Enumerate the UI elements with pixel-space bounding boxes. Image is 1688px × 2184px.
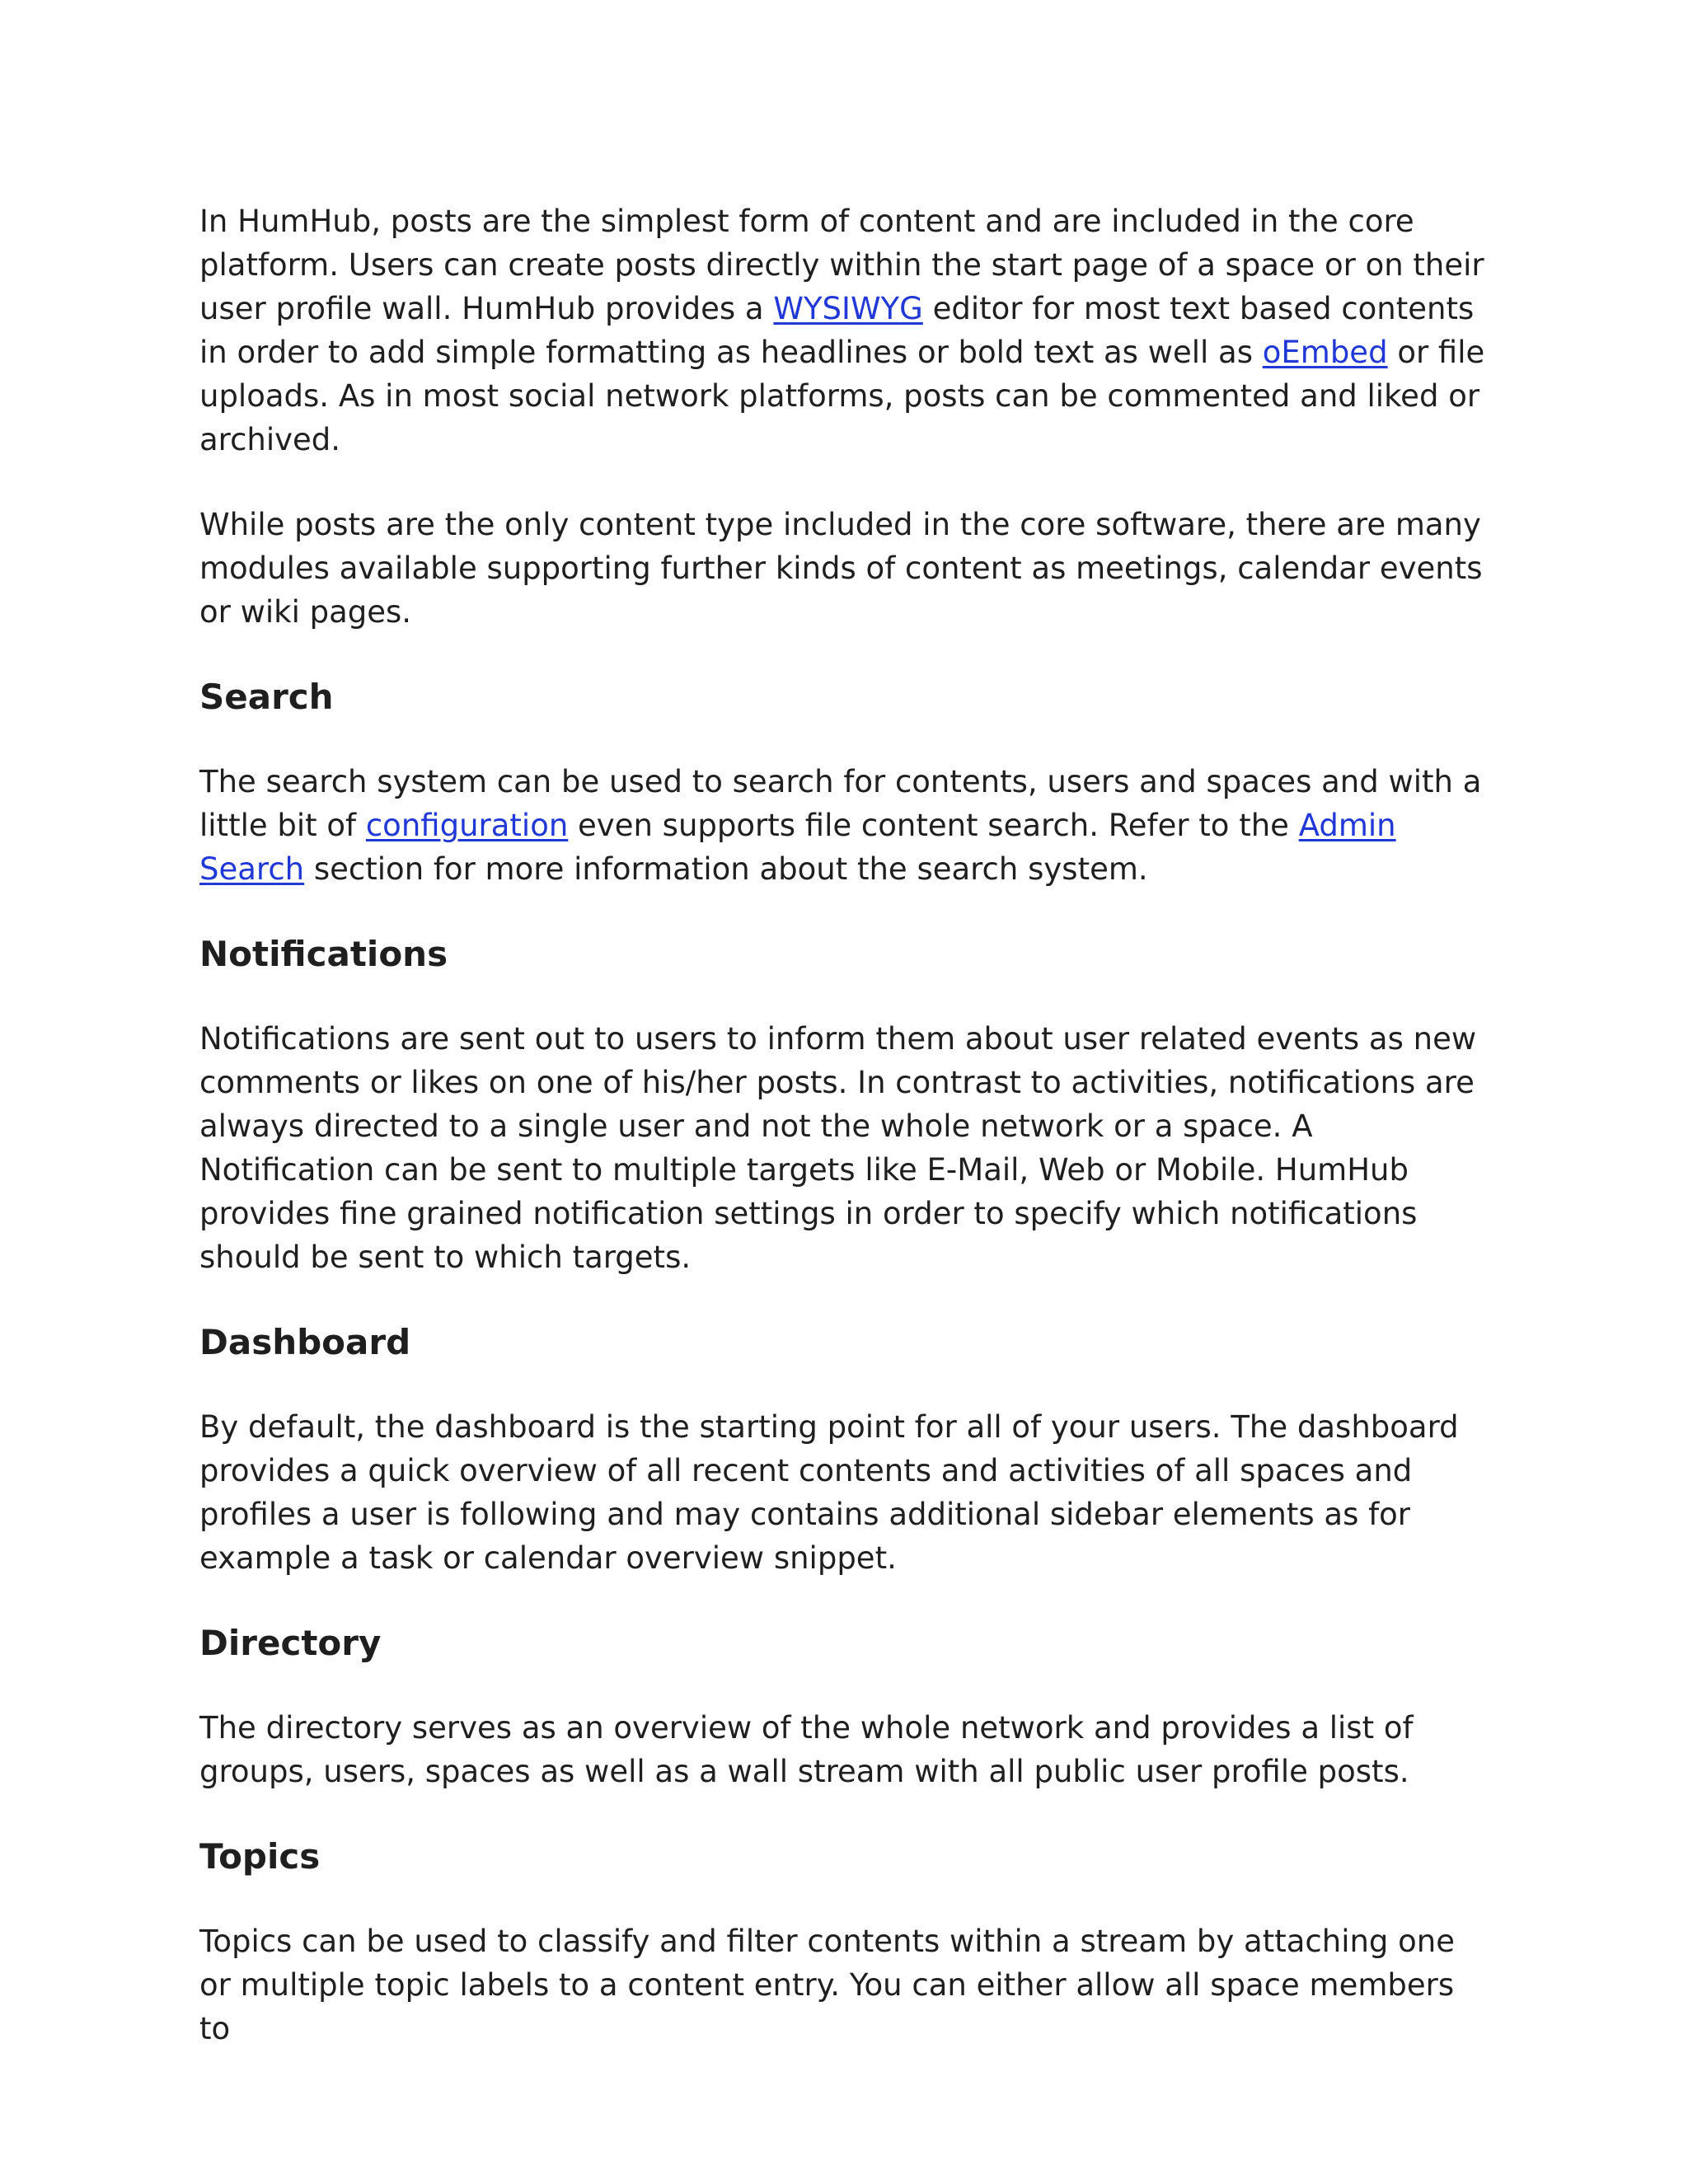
configuration-link[interactable]: configuration — [365, 808, 569, 843]
search-text-3: section for more information about the search system. — [304, 851, 1148, 887]
admin-search-link[interactable]: Admin Search — [199, 808, 1396, 887]
wysiwyg-link[interactable]: WYSIWYG — [773, 291, 923, 326]
topics-paragraph: Topics can be used to classify and filter contents within a stream by attaching one or multiple topic labels to a content entry. You can either allow all space members to — [199, 1924, 1456, 2046]
oembed-link[interactable]: oEmbed — [1262, 335, 1388, 370]
directory-heading: Directory — [199, 1623, 382, 1663]
search-text-2: even supports file content search. Refer to the — [568, 808, 1299, 843]
directory-paragraph: The directory serves as an overview of the whole network and provides a list of groups, users, spaces as well as a wall stream with all public user profile posts. — [199, 1710, 1414, 1789]
search-text-1: The search system can be used to search for contents, users and spaces and with a little bit of — [199, 764, 1482, 843]
search-paragraph — [199, 760, 1493, 891]
search-heading: Search — [199, 677, 334, 717]
posts-text-1: In HumHub, posts are the simplest form of content and are included in the core platform. Users can create posts directly within the start page of a space or on their user profile wall. HumHub provides a — [199, 204, 1484, 326]
topics-heading: Topics — [199, 1836, 321, 1877]
document-body — [199, 199, 1493, 2050]
posts-text-2: editor for most text based contents in order to add simple formatting as headlines or bold text as well as — [199, 291, 1475, 370]
posts-text-3: or file uploads. As in most social network platforms, posts can be commented and liked or archived. — [199, 335, 1485, 457]
notifications-heading: Notifications — [199, 934, 448, 974]
modules-paragraph: While posts are the only content type included in the core software, there are many modules available supporting further kinds of content as meetings, calendar events or wiki pages. — [199, 507, 1483, 630]
notifications-paragraph: Notifications are sent out to users to inform them about user related events as new comments or likes on one of his/her posts. In contrast to activities, notifications are always directed to a single user and not the whole network or a space. A Notification can be sent to multiple targets like E-Mail, Web or Mobile. HumHub provides fine grained notification settings in order to specify which notifications should be sent to which targets. — [199, 1021, 1477, 1275]
posts-paragraph — [199, 199, 1493, 462]
dashboard-paragraph: By default, the dashboard is the starting point for all of your users. The dashboard provides a quick overview of all recent contents and activities of all spaces and profiles a user is following and may contains additional sidebar elements as for example a task or calendar overview snippet. — [199, 1409, 1459, 1576]
dashboard-heading: Dashboard — [199, 1322, 411, 1362]
